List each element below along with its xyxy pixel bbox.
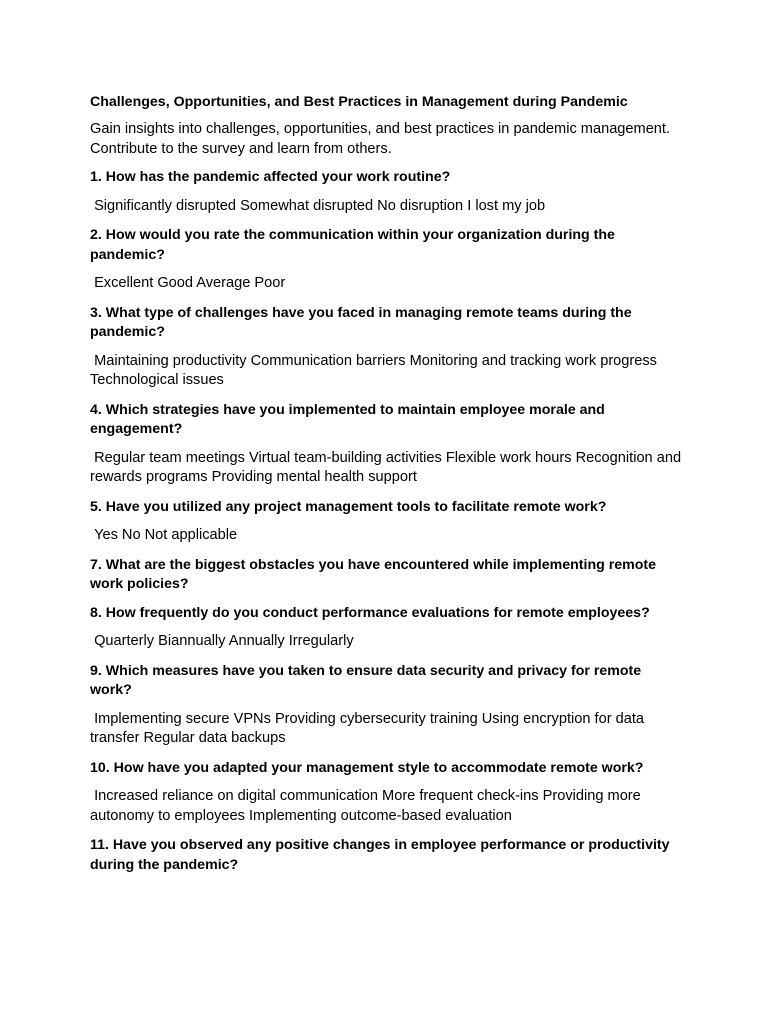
question-block (90, 401, 686, 488)
question-block (90, 304, 682, 391)
question-block (90, 498, 682, 546)
answer-options: Maintaining productivity Communication barriers Monitoring and tracking work progress Technological issues (90, 352, 661, 388)
question-block (90, 226, 682, 294)
answer-options: Significantly disrupted Somewhat disrupted No disruption I lost my job (90, 197, 546, 214)
question-text: 1. How has the pandemic affected your work routine? (90, 169, 451, 185)
question-block (90, 662, 682, 749)
question-text: 4. Which strategies have you implemented to maintain employee morale and engagement? (90, 401, 605, 437)
answer-options: Yes No Not applicable (90, 527, 238, 543)
question-block (90, 556, 682, 595)
question-text: 7. What are the biggest obstacles you have encountered while implementing remote work policies? (90, 556, 657, 592)
question-block (90, 604, 682, 652)
answer-options: Increased reliance on digital communication More frequent check-ins Providing more autonomy to employees Implementing outcome-based evaluation (90, 788, 645, 824)
question-text: 3. What type of challenges have you faced in managing remote teams during the pandemic? (90, 304, 632, 340)
question-text: 2. How would you rate the communication within your organization during the pandemic? (90, 227, 615, 263)
question-text: 10. How have you adapted your management style to accommodate remote work? (90, 759, 644, 776)
answer-options: Quarterly Biannually Annually Irregularly (90, 633, 354, 649)
answer-options: Implementing secure VPNs Providing cybersecurity training Using encryption for data transfer Regular data backups (90, 710, 649, 746)
document-title: Challenges, Opportunities, and Best Practices in Management during Pandemic (90, 94, 628, 110)
question-block (90, 168, 682, 216)
question-text: 5. Have you utilized any project management tools to facilitate remote work? (90, 498, 607, 515)
question-block (90, 836, 682, 875)
question-text: 11. Have you observed any positive changes in employee performance or productivity during the pandemic? (90, 837, 670, 873)
question-text: 8. How frequently do you conduct performance evaluations for remote employees? (90, 604, 650, 621)
answer-options: Regular team meetings Virtual team-building activities Flexible work hours Recognition and rewards programs Providing mental health support (90, 449, 686, 485)
question-block (90, 759, 682, 827)
question-text: 9. Which measures have you taken to ensure data security and privacy for remote work? (90, 662, 642, 698)
survey-document (90, 92, 686, 884)
answer-options: Excellent Good Average Poor (90, 275, 286, 291)
document-intro: Gain insights into challenges, opportunities, and best practices in pandemic management. Contribute to the survey and learn from others. (90, 121, 671, 157)
